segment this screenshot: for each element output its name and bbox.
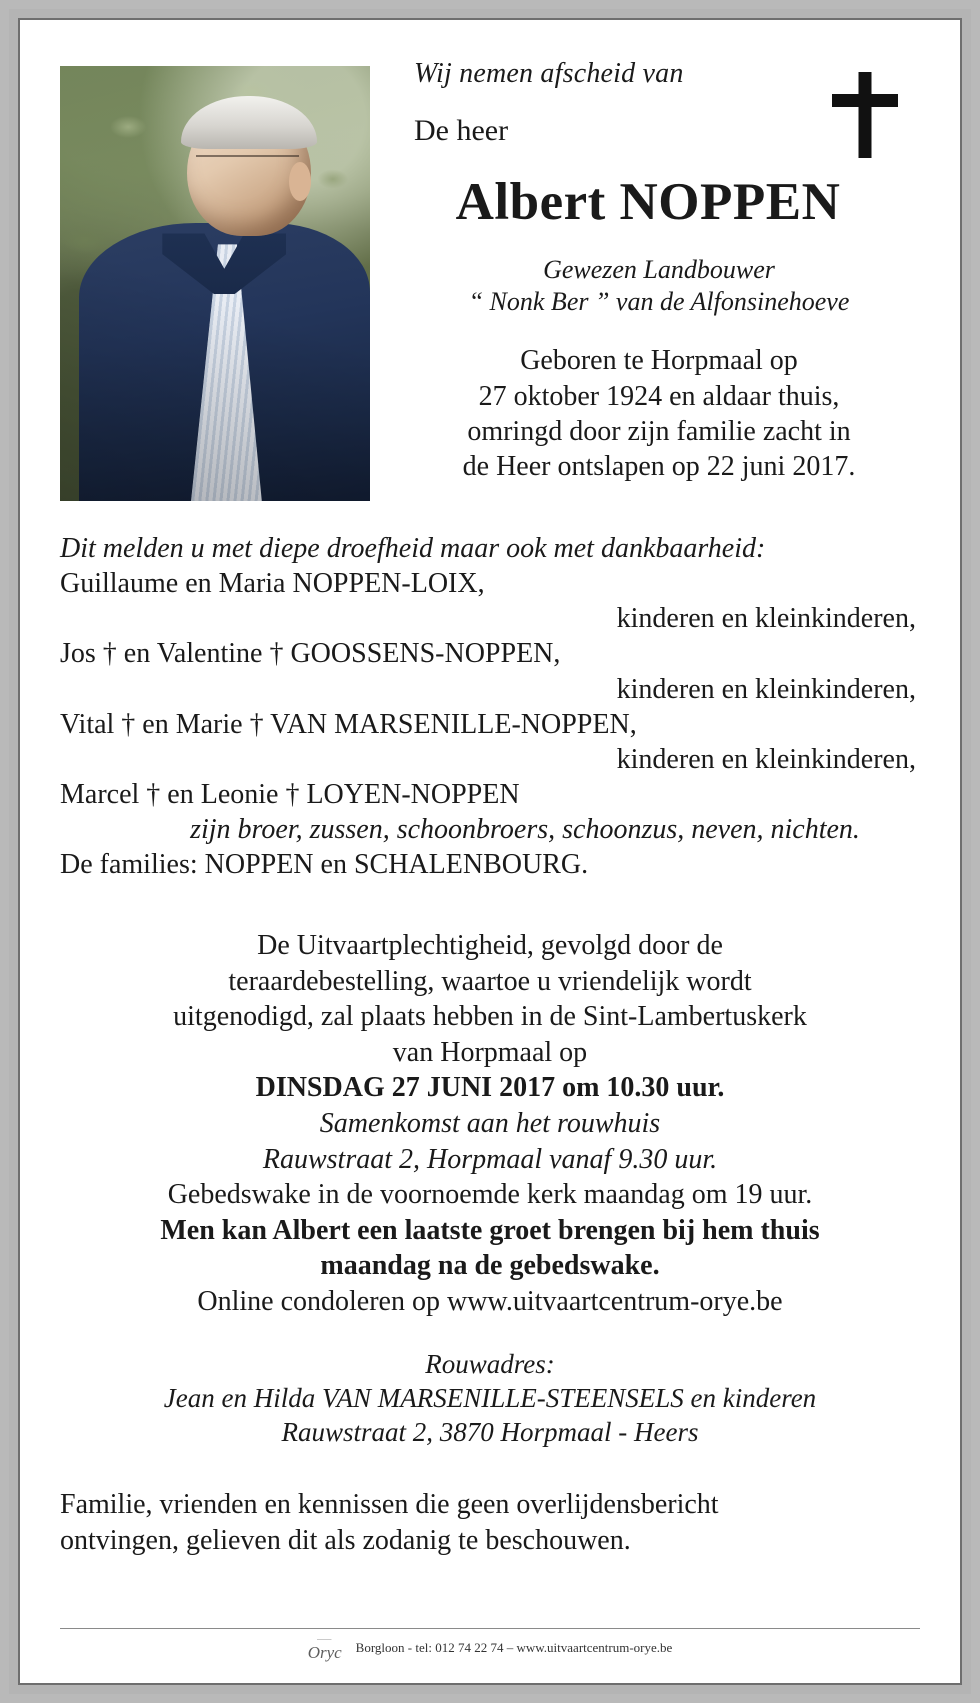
mourning-address-label: Rouwadres:	[425, 1349, 555, 1380]
portrait-photo	[60, 66, 370, 501]
card-frame	[18, 18, 962, 1685]
online-condolence-line[interactable]: Online condoleren op www.uitvaartcentrum-orye.be	[197, 1285, 783, 1317]
occupation-line-2: “ Nonk Ber ” van de Alfonsinehoeve	[468, 286, 850, 316]
birth-death-line-3: omringd door zijn familie zacht in	[467, 415, 851, 447]
closing-line-2: ontvingen, gelieven dit als zodanig te beschouwen.	[60, 1524, 631, 1556]
card-sheet	[32, 32, 948, 1671]
family-section	[60, 531, 920, 882]
families-line: De families: NOPPEN en SCHALENBOURG.	[60, 849, 589, 881]
ceremony-line-2: teraardebestelling, waartoe u vriendelijk wordt	[228, 965, 752, 997]
siblings-line: zijn broer, zussen, schoonbroers, schoonzus, neven, nichten.	[190, 814, 860, 845]
family-entry-descendants: kinderen en kleinkinderen,	[616, 603, 916, 635]
footer-divider	[60, 1628, 920, 1629]
deceased-name: Albert NOPPEN	[455, 173, 841, 231]
family-entry-descendants: kinderen en kleinkinderen,	[616, 673, 916, 705]
mourning-address-line-1: Jean en Hilda VAN MARSENILLE-STEENSELS en kinderen	[163, 1383, 817, 1414]
footer-row	[60, 1635, 920, 1661]
gathering-line-1: Samenkomst aan het rouwhuis	[319, 1107, 661, 1139]
footer-contact: Borgloon - tel: 012 74 22 74 – www.uitvaartcentrum-orye.be	[355, 1640, 673, 1655]
farewell-line-2: maandag na de gebedswake.	[320, 1250, 660, 1282]
family-entry-name: Vital † en Marie † VAN MARSENILLE-NOPPEN,	[60, 708, 637, 740]
ceremony-line-4: van Horpmaal op	[392, 1036, 588, 1068]
lead-text: Wij nemen afscheid van	[414, 58, 684, 89]
logo-wordmark: Oryc	[307, 1643, 342, 1662]
farewell-line-1: Men kan Albert een laatste groet brengen bij hem thuis	[160, 1214, 820, 1246]
birth-death-block	[404, 343, 920, 484]
birth-death-line-4: de Heer ontslapen op 22 juni 2017.	[462, 451, 856, 483]
salutation-text: De heer	[414, 114, 509, 147]
birth-death-line-2: 27 oktober 1924 en aldaar thuis,	[478, 380, 840, 412]
card-mat	[9, 9, 971, 1694]
closing-section	[60, 1487, 920, 1558]
family-entry-name: Marcel † en Leonie † LOYEN-NOPPEN	[60, 778, 520, 810]
mourning-address-line-2: Rauwstraat 2, 3870 Horpmaal - Heers	[281, 1417, 699, 1448]
orye-logo	[308, 1635, 342, 1661]
family-entry-name: Jos † en Valentine † GOOSSENS-NOPPEN,	[60, 638, 561, 670]
mourning-address-section	[60, 1347, 920, 1449]
photo-vignette	[60, 66, 370, 501]
vigil-line: Gebedswake in de voornoemde kerk maandag om 19 uur.	[167, 1179, 813, 1211]
occupation-block	[404, 254, 920, 317]
latin-cross-icon	[832, 72, 898, 158]
gathering-line-2: Rauwstraat 2, Horpmaal vanaf 9.30 uur.	[262, 1143, 718, 1175]
birth-death-line-1: Geboren te Horpmaal op	[520, 345, 798, 377]
cross-horizontal-bar	[832, 94, 898, 107]
ceremony-line-3: uitgenodigd, zal plaats hebben in de Sint-Lambertuskerk	[173, 1001, 807, 1033]
header-section	[60, 50, 920, 501]
cross-vertical-bar	[859, 72, 872, 158]
ceremony-line-1: De Uitvaartplechtigheid, gevolgd door de	[257, 930, 723, 962]
footer-section	[60, 1618, 920, 1671]
ceremony-section	[60, 928, 920, 1319]
family-intro: Dit melden u met diepe droefheid maar ook met dankbaarheid:	[60, 533, 766, 564]
ceremony-datetime: DINSDAG 27 JUNI 2017 om 10.30 uur.	[255, 1072, 725, 1104]
closing-line-1: Familie, vrienden en kennissen die geen overlijdensbericht	[60, 1489, 719, 1521]
family-entry-descendants: kinderen en kleinkinderen,	[616, 743, 916, 775]
occupation-line-1: Gewezen Landbouwer	[543, 255, 775, 284]
family-entry-name: Guillaume en Maria NOPPEN-LOIX,	[60, 568, 485, 600]
logo-mark-icon: ⸺	[316, 1634, 333, 1644]
